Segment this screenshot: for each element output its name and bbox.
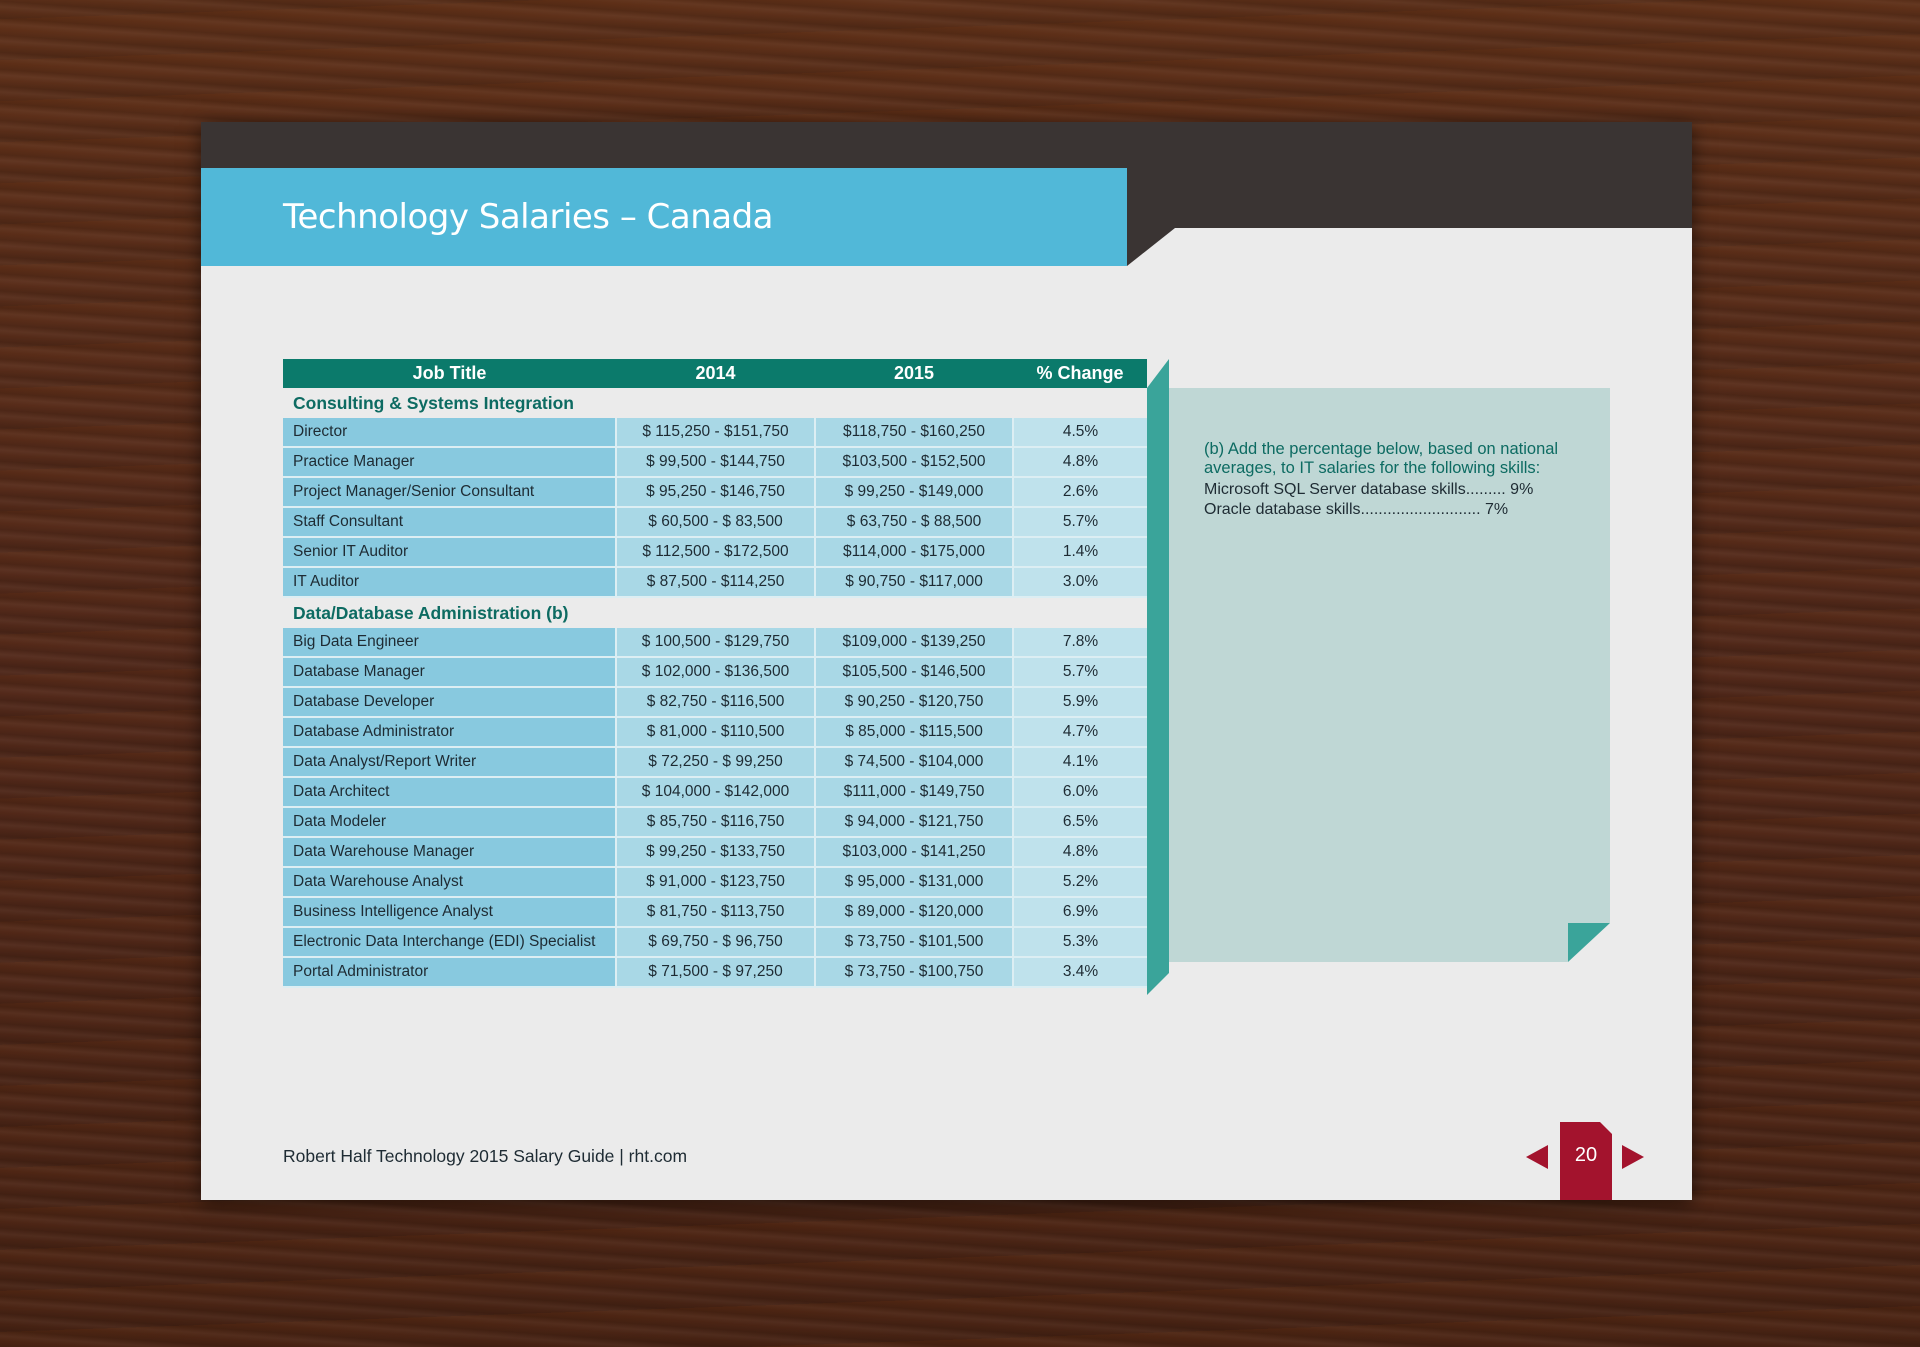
salary-2015-cell <box>815 897 1013 927</box>
range-separator: - <box>710 783 725 800</box>
salary-range <box>617 543 814 561</box>
range-separator: - <box>904 903 919 920</box>
salary-high: $152,500 <box>920 453 986 470</box>
percent-change-cell: 6.5% <box>1013 807 1147 837</box>
salary-high: $100,750 <box>918 963 984 980</box>
percent-change-cell: 6.0% <box>1013 777 1147 807</box>
salary-guide-page <box>201 122 1692 1200</box>
salary-low: $ 112,500 <box>642 543 711 560</box>
salary-low: $118,750 <box>843 423 907 440</box>
salary-low: $ 89,000 <box>844 903 905 920</box>
table-row <box>283 927 1147 957</box>
salary-range <box>816 453 1012 471</box>
percent-change-cell: 5.7% <box>1013 507 1147 537</box>
salary-2014-cell <box>616 717 815 747</box>
salary-low: $ 73,750 <box>844 963 905 980</box>
salary-high: $136,500 <box>724 663 790 680</box>
salary-2014-cell <box>616 567 815 597</box>
table-row <box>283 418 1147 447</box>
salary-range <box>816 663 1012 681</box>
salary-2015-cell <box>815 628 1013 657</box>
table-row <box>283 717 1147 747</box>
salary-high: $120,750 <box>918 693 984 710</box>
job-title-cell: Data Modeler <box>283 807 616 837</box>
salary-low: $ 100,500 <box>641 633 711 650</box>
salary-high: $120,000 <box>918 903 984 920</box>
salary-2015-cell <box>815 567 1013 597</box>
salary-high: $160,250 <box>920 423 985 440</box>
salary-high: $133,750 <box>720 843 785 860</box>
percent-change-cell: 4.1% <box>1013 747 1147 777</box>
job-title-cell: Database Administrator <box>283 717 616 747</box>
salary-low: $ 94,000 <box>844 813 905 830</box>
salary-high: $ 88,500 <box>920 513 982 530</box>
triangle-left-icon[interactable] <box>1526 1145 1548 1169</box>
salary-2014-cell <box>616 927 815 957</box>
percent-change-cell: 4.7% <box>1013 717 1147 747</box>
salary-2014-cell <box>616 657 815 687</box>
range-separator: - <box>706 873 721 890</box>
salary-2014-cell <box>616 897 815 927</box>
job-title-cell: IT Auditor <box>283 567 616 597</box>
percent-change-cell: 4.8% <box>1013 447 1147 477</box>
salary-low: $ 63,750 <box>846 513 908 530</box>
salary-high: $ 97,250 <box>722 963 783 980</box>
col-job-title: Job Title <box>283 359 616 388</box>
range-separator: - <box>904 873 919 890</box>
table-row <box>283 837 1147 867</box>
salary-2014-cell <box>616 477 815 507</box>
job-title-cell: Electronic Data Interchange (EDI) Specialist <box>283 927 616 957</box>
page-number: 20 <box>1574 1144 1598 1166</box>
salary-2015-cell <box>815 717 1013 747</box>
range-separator: - <box>710 633 725 650</box>
range-separator: - <box>708 753 723 770</box>
salary-low: $ 91,000 <box>646 873 707 890</box>
table-side-edge-top <box>1147 359 1169 388</box>
salary-high: $149,000 <box>918 483 984 500</box>
salary-low: $105,500 <box>842 663 908 680</box>
range-separator: - <box>707 693 721 710</box>
salary-low: $ 90,750 <box>845 573 906 590</box>
salary-high: $139,250 <box>920 633 986 650</box>
salary-high: $ 83,500 <box>722 513 783 530</box>
salary-2014-cell <box>616 687 815 717</box>
note-intro: (b) Add the percentage below, based on national averages, to IT salaries for the following skills: <box>1204 440 1559 477</box>
salary-low: $ 95,000 <box>844 873 905 890</box>
range-separator: - <box>708 933 723 950</box>
salary-range <box>617 963 814 981</box>
salary-low: $ 85,750 <box>646 813 708 830</box>
salary-range <box>816 933 1012 951</box>
salary-range <box>816 873 1012 891</box>
salary-range <box>816 783 1012 801</box>
range-separator: - <box>904 693 919 710</box>
section-heading: Data/Database Administration (b) <box>283 597 1147 628</box>
triangle-right-icon[interactable] <box>1622 1145 1644 1169</box>
job-title-cell: Data Warehouse Manager <box>283 837 616 867</box>
range-separator: - <box>904 753 919 770</box>
salary-high: $116,500 <box>720 693 785 710</box>
range-separator: - <box>706 483 721 500</box>
salary-range <box>617 423 814 441</box>
salary-high: $149,750 <box>919 783 985 800</box>
job-title-cell: Data Architect <box>283 777 616 807</box>
salary-2014-cell <box>616 777 815 807</box>
skills-note <box>1204 440 1604 520</box>
range-separator: - <box>708 963 723 980</box>
salary-range <box>617 693 814 711</box>
job-title-cell: Database Manager <box>283 657 616 687</box>
percent-change-cell: 1.4% <box>1013 537 1147 567</box>
table-row <box>283 867 1147 897</box>
salary-2014-cell <box>616 807 815 837</box>
range-separator: - <box>707 723 721 740</box>
salary-2014-cell <box>616 628 815 657</box>
salary-high: $ 96,750 <box>722 933 783 950</box>
table-row <box>283 687 1147 717</box>
salary-low: $ 82,750 <box>646 693 708 710</box>
table-header-row <box>283 359 1147 388</box>
salary-range <box>617 783 814 801</box>
salary-low: $ 87,500 <box>646 573 708 590</box>
salary-low: $109,000 <box>842 633 908 650</box>
job-title-cell: Data Warehouse Analyst <box>283 867 616 897</box>
salary-2014-cell <box>616 418 815 447</box>
percent-change-cell: 5.9% <box>1013 687 1147 717</box>
salary-range <box>816 633 1012 651</box>
range-separator: - <box>707 813 721 830</box>
salary-range <box>617 573 814 591</box>
salary-low: $ 95,250 <box>646 483 707 500</box>
table-side-edge-bottom <box>1147 973 1169 995</box>
salary-high: $ 99,250 <box>722 753 783 770</box>
salary-high: $175,000 <box>920 543 985 560</box>
table-row <box>283 777 1147 807</box>
salary-low: $ 81,750 <box>646 903 708 920</box>
range-separator: - <box>904 933 919 950</box>
note-line-sql: Microsoft SQL Server database skills......... 9% <box>1204 481 1534 498</box>
range-separator: - <box>905 783 920 800</box>
salary-2015-cell <box>815 657 1013 687</box>
salary-2015-cell <box>815 507 1013 537</box>
job-title-cell: Senior IT Auditor <box>283 537 616 567</box>
salary-low: $ 73,750 <box>844 933 905 950</box>
salary-2014-cell <box>616 537 815 567</box>
salary-high: $129,750 <box>724 633 790 650</box>
percent-change-cell: 7.8% <box>1013 628 1147 657</box>
salary-high: $104,000 <box>918 753 984 770</box>
salary-low: $ 72,250 <box>648 753 709 770</box>
salary-2015-cell <box>815 867 1013 897</box>
salary-2015-cell <box>815 747 1013 777</box>
percent-change-cell: 2.6% <box>1013 477 1147 507</box>
table-row <box>283 747 1147 777</box>
range-separator: - <box>907 633 921 650</box>
salary-high: $141,250 <box>920 843 986 860</box>
note-line-oracle: Oracle database skills........................... 7% <box>1204 501 1509 518</box>
table-row <box>283 507 1147 537</box>
salary-low: $114,000 <box>843 543 907 560</box>
percent-change-cell: 4.5% <box>1013 418 1147 447</box>
range-separator: - <box>907 453 921 470</box>
percent-change-cell: 5.7% <box>1013 657 1147 687</box>
table-row <box>283 897 1147 927</box>
salary-range <box>617 753 814 771</box>
col-change: % Change <box>1013 359 1147 388</box>
salary-low: $111,000 <box>843 783 906 800</box>
salary-range <box>816 423 1012 441</box>
section-heading: Consulting & Systems Integration <box>283 388 1147 418</box>
range-separator: - <box>906 543 921 560</box>
salary-range <box>816 543 1012 561</box>
salary-range <box>617 723 814 741</box>
salary-range <box>816 843 1012 861</box>
range-separator: - <box>904 483 919 500</box>
page-tab-corner <box>1600 1122 1612 1134</box>
percent-change-cell: 5.2% <box>1013 867 1147 897</box>
table-row <box>283 447 1147 477</box>
job-title-cell: Staff Consultant <box>283 507 616 537</box>
range-separator: - <box>710 543 724 560</box>
salary-2015-cell <box>815 807 1013 837</box>
page-title: Technology Salaries – Canada <box>283 197 774 237</box>
salary-range <box>617 873 814 891</box>
salary-2014-cell <box>616 957 815 987</box>
salary-low: $ 115,250 <box>642 423 711 440</box>
salary-high: $123,750 <box>720 873 785 890</box>
salary-2014-cell <box>616 867 815 897</box>
table-row <box>283 628 1147 657</box>
percent-change-cell: 4.8% <box>1013 837 1147 867</box>
salary-low: $ 71,500 <box>648 963 709 980</box>
salary-2014-cell <box>616 837 815 867</box>
job-title-cell: Project Manager/Senior Consultant <box>283 477 616 507</box>
range-separator: - <box>907 663 921 680</box>
table-row <box>283 477 1147 507</box>
table-side-edge <box>1147 359 1169 995</box>
job-title-cell: Data Analyst/Report Writer <box>283 747 616 777</box>
note-curl <box>1568 923 1610 962</box>
range-separator: - <box>708 513 723 530</box>
salary-range <box>617 903 814 921</box>
table-body <box>283 388 1147 987</box>
salary-range <box>816 513 1012 531</box>
salary-range <box>617 843 814 861</box>
table-row <box>283 537 1147 567</box>
salary-range <box>617 663 814 681</box>
table-row <box>283 657 1147 687</box>
salary-range <box>816 963 1012 981</box>
salary-2014-cell <box>616 507 815 537</box>
salary-2015-cell <box>815 927 1013 957</box>
salary-high: $110,500 <box>720 723 785 740</box>
salary-2015-cell <box>815 957 1013 987</box>
table-row <box>283 567 1147 597</box>
range-separator: - <box>707 573 721 590</box>
table-row <box>283 957 1147 987</box>
salary-low: $ 60,500 <box>648 513 709 530</box>
job-title-cell: Portal Administrator <box>283 957 616 987</box>
salary-high: $113,750 <box>720 903 785 920</box>
salary-2014-cell <box>616 447 815 477</box>
range-separator: - <box>907 843 921 860</box>
salary-range <box>617 513 814 531</box>
col-2015: 2015 <box>815 359 1013 388</box>
salary-low: $103,500 <box>842 453 908 470</box>
range-separator: - <box>706 843 721 860</box>
salary-range <box>617 933 814 951</box>
salary-high: $142,000 <box>724 783 790 800</box>
percent-change-cell: 6.9% <box>1013 897 1147 927</box>
salary-low: $ 99,250 <box>646 843 707 860</box>
salary-2015-cell <box>815 837 1013 867</box>
range-separator: - <box>905 723 920 740</box>
job-title-cell: Big Data Engineer <box>283 628 616 657</box>
salary-high: $151,750 <box>723 423 789 440</box>
salary-low: $ 104,000 <box>641 783 711 800</box>
header-fold-shadow <box>1127 228 1175 266</box>
salary-low: $ 90,250 <box>844 693 905 710</box>
percent-change-cell: 3.4% <box>1013 957 1147 987</box>
range-separator: - <box>904 963 919 980</box>
job-title-cell: Practice Manager <box>283 447 616 477</box>
salary-high: $115,500 <box>919 723 983 740</box>
salary-low: $ 81,000 <box>646 723 708 740</box>
range-separator: - <box>906 423 921 440</box>
col-2014: 2014 <box>616 359 815 388</box>
salary-range <box>617 633 814 651</box>
range-separator: - <box>907 513 921 530</box>
salary-range <box>617 453 814 471</box>
salary-2015-cell <box>815 537 1013 567</box>
salary-low: $103,000 <box>842 843 908 860</box>
salary-low: $ 99,250 <box>844 483 905 500</box>
salary-high: $114,250 <box>720 573 785 590</box>
percent-change-cell: 5.3% <box>1013 927 1147 957</box>
salary-range <box>816 753 1012 771</box>
job-title-cell: Director <box>283 418 616 447</box>
salary-low: $ 69,750 <box>648 933 709 950</box>
salary-low: $ 102,000 <box>641 663 711 680</box>
salary-high: $146,500 <box>920 663 986 680</box>
salary-2015-cell <box>815 447 1013 477</box>
salary-range <box>617 483 814 501</box>
salary-range <box>816 693 1012 711</box>
salary-2015-cell <box>815 687 1013 717</box>
salary-2015-cell <box>815 418 1013 447</box>
range-separator: - <box>710 423 724 440</box>
section-row <box>283 388 1147 418</box>
salary-high: $116,750 <box>720 813 785 830</box>
salary-high: $144,750 <box>720 453 785 470</box>
salary-low: $ 85,000 <box>845 723 906 740</box>
percent-change-cell: 3.0% <box>1013 567 1147 597</box>
range-separator: - <box>707 903 721 920</box>
salary-range <box>816 903 1012 921</box>
range-separator: - <box>904 813 919 830</box>
job-title-cell: Business Intelligence Analyst <box>283 897 616 927</box>
footer-text: Robert Half Technology 2015 Salary Guide | rht.com <box>283 1146 688 1166</box>
salary-high: $172,500 <box>723 543 789 560</box>
salary-table <box>283 359 1147 988</box>
salary-high: $101,500 <box>918 933 984 950</box>
header-fold <box>1127 228 1692 268</box>
salary-table-wrap <box>283 359 1147 988</box>
range-separator: - <box>706 453 721 470</box>
job-title-cell: Database Developer <box>283 687 616 717</box>
range-separator: - <box>710 663 725 680</box>
salary-high: $121,750 <box>918 813 984 830</box>
salary-2015-cell <box>815 477 1013 507</box>
table-row <box>283 807 1147 837</box>
salary-low: $ 99,500 <box>646 453 707 470</box>
salary-high: $146,750 <box>720 483 785 500</box>
salary-high: $117,000 <box>919 573 983 590</box>
salary-range <box>816 483 1012 501</box>
salary-high: $131,000 <box>918 873 984 890</box>
salary-range <box>816 573 1012 591</box>
salary-range <box>617 813 814 831</box>
salary-range <box>816 813 1012 831</box>
salary-low: $ 74,500 <box>844 753 905 770</box>
salary-2014-cell <box>616 747 815 777</box>
salary-2015-cell <box>815 777 1013 807</box>
range-separator: - <box>905 573 920 590</box>
salary-range <box>816 723 1012 741</box>
section-row <box>283 597 1147 628</box>
